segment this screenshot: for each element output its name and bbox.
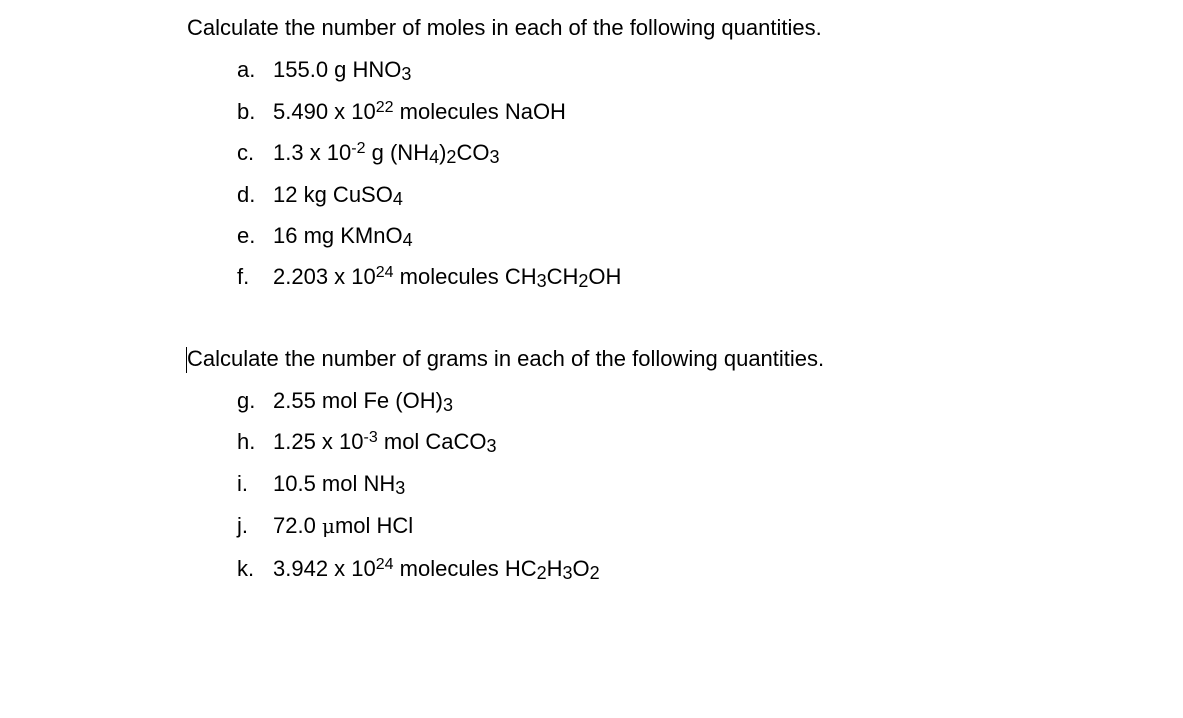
item-text: 16 mg KMnO — [273, 223, 403, 248]
question-d — [237, 182, 403, 209]
item-label: i. — [237, 471, 248, 496]
item-text: 3.942 x 10 — [273, 556, 376, 581]
exponent: -3 — [363, 429, 378, 446]
exponent: 22 — [375, 99, 394, 116]
item-label: a. — [237, 57, 256, 82]
subscript: 3 — [486, 436, 497, 456]
question-i — [237, 471, 405, 498]
item-text: H — [546, 556, 563, 581]
item-text: 10.5 mol NH — [273, 471, 396, 496]
item-label: f. — [237, 264, 250, 289]
exponent: -2 — [351, 140, 366, 157]
item-text: 72.0 — [273, 513, 322, 538]
item-text: 155.0 g HNO — [273, 57, 402, 82]
item-text: molecules NaOH — [393, 99, 566, 124]
question-e — [237, 223, 413, 250]
item-text: O — [572, 556, 590, 581]
item-text: 1.3 x 10 — [273, 140, 352, 165]
subscript: 2 — [589, 563, 600, 583]
micro-symbol: μ — [321, 514, 335, 538]
item-label: c. — [237, 140, 255, 165]
subscript: 3 — [562, 563, 573, 583]
moles-question-heading: Calculate the number of moles in each of the following quantities. — [187, 15, 822, 40]
subscript: 2 — [578, 271, 589, 291]
item-label: b. — [237, 99, 256, 124]
item-text: g (NH — [365, 140, 430, 165]
exponent: 24 — [375, 556, 394, 573]
subscript: 3 — [395, 478, 406, 498]
subscript: 3 — [442, 395, 453, 415]
subscript: 3 — [401, 64, 412, 84]
item-text: 2.203 x 10 — [273, 264, 376, 289]
subscript: 4 — [402, 230, 413, 250]
item-text: 2.55 mol Fe (OH) — [273, 388, 443, 413]
item-label: k. — [237, 556, 255, 581]
subscript: 2 — [446, 147, 457, 167]
item-text: OH — [588, 264, 622, 289]
item-label: e. — [237, 223, 256, 248]
grams-question-heading: Calculate the number of grams in each of the following quantities. — [187, 346, 825, 371]
subscript: 3 — [489, 147, 500, 167]
item-label: h. — [237, 429, 256, 454]
subscript: 4 — [429, 147, 440, 167]
question-j — [237, 513, 413, 539]
item-text: 5.490 x 10 — [273, 99, 376, 124]
exponent: 24 — [375, 264, 394, 281]
question-c — [237, 140, 499, 169]
item-text: 12 kg CuSO — [273, 182, 393, 207]
item-text: mol HCl — [334, 513, 414, 538]
subscript: 3 — [536, 271, 547, 291]
subscript: 4 — [392, 189, 403, 209]
item-text: mol CaCO — [377, 429, 487, 454]
question-a — [237, 57, 411, 84]
item-text: 1.25 x 10 — [273, 429, 364, 454]
item-label: j. — [237, 513, 248, 538]
subscript: 2 — [536, 563, 547, 583]
question-f — [237, 264, 621, 293]
item-label: g. — [237, 388, 256, 413]
question-k — [237, 556, 600, 585]
question-h — [237, 429, 497, 458]
item-text: molecules HC — [393, 556, 537, 581]
item-text: ) — [439, 140, 447, 165]
item-text: CO — [456, 140, 490, 165]
question-b — [237, 99, 566, 128]
item-label: d. — [237, 182, 256, 207]
item-text: CH — [546, 264, 579, 289]
item-text: molecules CH — [393, 264, 537, 289]
question-g — [237, 388, 453, 415]
